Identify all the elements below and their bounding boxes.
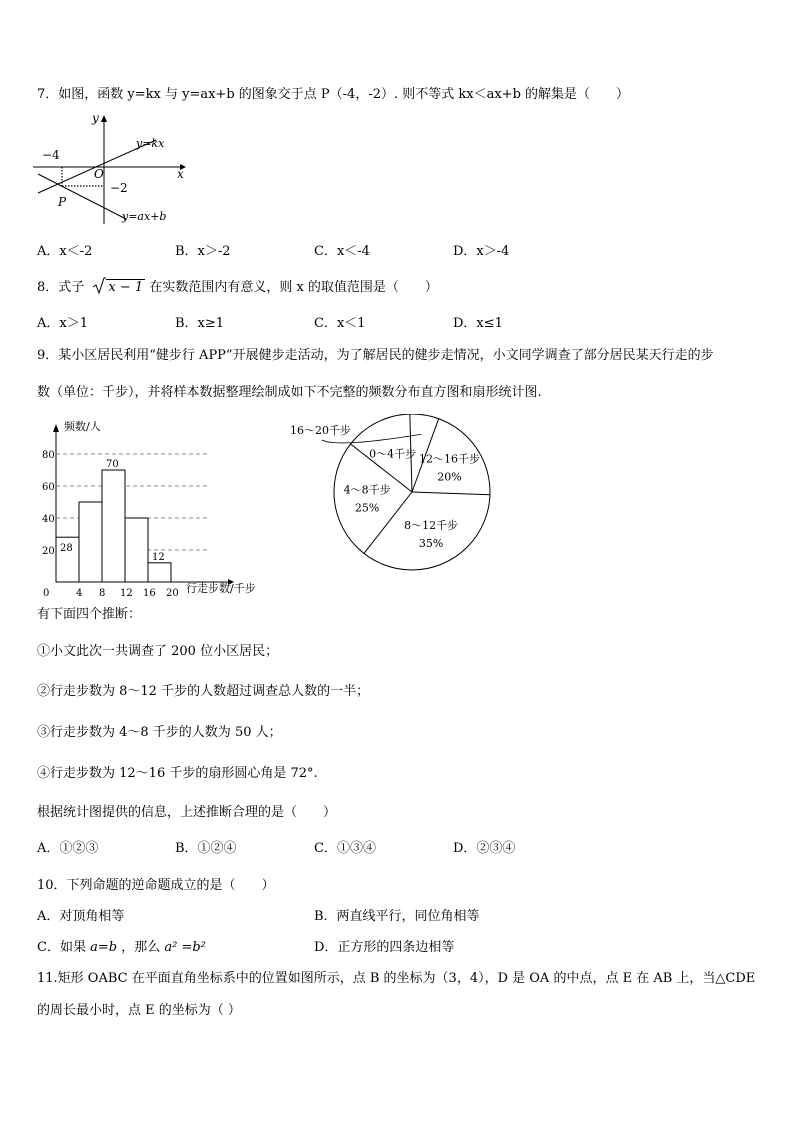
q7-line2-label: y=ax+b bbox=[122, 210, 167, 223]
histogram-y-tick: 40 bbox=[42, 514, 55, 525]
pie-slice-label: 4～8千步 bbox=[343, 483, 391, 497]
histogram-bar bbox=[79, 502, 102, 582]
q10-option-c-prefix: C．如果 bbox=[37, 940, 86, 955]
q7-point-label: P bbox=[58, 195, 67, 209]
histogram-x-tick: 4 bbox=[76, 588, 83, 599]
pie-slice-percent: 20% bbox=[437, 470, 462, 484]
q10-option-c-math1: a=b bbox=[90, 940, 118, 955]
histogram-y-arrow bbox=[53, 424, 59, 432]
pie-slice-label: 8～12千步 bbox=[404, 519, 459, 533]
q7-option-a: A．x＜-2 bbox=[37, 244, 93, 259]
q9-option-b: B．①②④ bbox=[175, 841, 237, 856]
pie-slice-label: 0～4千步 bbox=[369, 447, 417, 461]
q8-stem bbox=[37, 276, 438, 295]
histogram-y-tick: 80 bbox=[42, 450, 55, 461]
q9-statement-4: ④行走步数为 12～16 千步的扇形圆心角是 72°. bbox=[37, 766, 318, 781]
histogram-bar bbox=[102, 470, 125, 582]
q8-option-c: C．x＜1 bbox=[314, 316, 366, 331]
histogram-bar-label: 12 bbox=[152, 551, 165, 563]
q8-option-b: B．x≥1 bbox=[175, 316, 225, 331]
histogram-x-tick: 12 bbox=[120, 588, 133, 599]
q11-line2: 的周长最小时，点 E 的坐标为（ ） bbox=[37, 1003, 241, 1018]
pie-chart bbox=[282, 414, 502, 584]
q7-x-mark: −4 bbox=[42, 148, 60, 162]
q8-option-d: D．x≤1 bbox=[453, 316, 503, 331]
q8-radicand: x − 1 bbox=[108, 280, 144, 295]
q7-line1-label: y=kx bbox=[136, 137, 165, 150]
q9-option-d: D．②③④ bbox=[453, 841, 516, 856]
histogram-chart bbox=[28, 414, 268, 599]
q7-option-d: D．x＞-4 bbox=[453, 244, 510, 259]
histogram-x-tick: 16 bbox=[143, 588, 156, 599]
q7-x-label: x bbox=[177, 167, 184, 181]
histogram-x-tick: 0 bbox=[43, 588, 50, 599]
q10-stem: 10．下列命题的逆命题成立的是（ ） bbox=[37, 878, 275, 893]
q8-stem-before: 8．式子 bbox=[37, 280, 85, 295]
q10-option-b: B．两直线平行，同位角相等 bbox=[314, 909, 480, 924]
q9-stem-line2: 数（单位：千步），并将样本数据整理绘制成如下不完整的频数分布直方图和扇形统计图. bbox=[37, 385, 542, 400]
pie-slice-label: 16～20千步 bbox=[290, 424, 351, 437]
q8-sqrt-sign bbox=[92, 277, 106, 295]
histogram-bar-label: 28 bbox=[60, 543, 73, 555]
histogram-x-tick: 20 bbox=[166, 588, 179, 599]
histogram-x-label: 行走步数/千步 bbox=[186, 582, 256, 595]
q7-origin-label: O bbox=[94, 167, 104, 181]
histogram-y-label: 频数/人 bbox=[64, 420, 101, 433]
q10-option-c-mid: ，那么 bbox=[121, 940, 161, 955]
histogram-x-tick: 8 bbox=[99, 588, 106, 599]
q8-stem-after: 在实数范围内有意义，则 x 的取值范围是（ ） bbox=[149, 280, 438, 295]
q7-stem: 7．如图，函数 y=kx 与 y=ax+b 的图象交于点 P（-4，-2）. 则不等式 kx＜ax+b 的解集是（ ） bbox=[37, 87, 630, 102]
histogram-bar bbox=[125, 518, 148, 582]
histogram-y-tick: 20 bbox=[42, 546, 55, 557]
q7-option-c: C．x＜-4 bbox=[314, 244, 370, 259]
histogram-bar-label: 70 bbox=[106, 459, 119, 470]
q10-option-d: D．正方形的四条边相等 bbox=[314, 940, 455, 955]
q10-option-c-math2: a² =b² bbox=[164, 940, 206, 955]
pie-slice-percent: 35% bbox=[418, 537, 444, 551]
histogram-bar bbox=[148, 563, 171, 582]
q7-y-mark: −2 bbox=[110, 181, 128, 195]
q9-option-c: C．①③④ bbox=[314, 841, 376, 856]
q9-statement-1: ①小文此次一共调查了 200 位小区居民； bbox=[37, 644, 279, 659]
q10-option-c bbox=[37, 936, 206, 955]
q9-statement-2: ②行走步数为 8～12 千步的人数超过调查总人数的一半； bbox=[37, 684, 370, 699]
q7-option-b: B．x＞-2 bbox=[175, 244, 231, 259]
q9-question: 根据统计图提供的信息，上述推断合理的是（ ） bbox=[37, 805, 337, 820]
q7-y-label: y bbox=[92, 112, 99, 125]
q8-option-a: A．x＞1 bbox=[37, 316, 88, 331]
q9-statements-intro: 有下面四个推断： bbox=[37, 607, 142, 622]
q9-option-a: A．①②③ bbox=[37, 841, 99, 856]
pie-slice-label: 12～16千步 bbox=[419, 452, 481, 466]
q10-option-a: A．对顶角相等 bbox=[37, 909, 125, 924]
q9-stem-line1: 9．某小区居民利用“健步行 APP”开展健步走活动，为了解居民的健步走情况，小文同学调查了部分居民某天行走的步 bbox=[37, 348, 714, 363]
histogram-y-tick: 60 bbox=[42, 482, 55, 493]
q7-graph bbox=[30, 112, 200, 230]
q11-line1: 11.矩形 OABC 在平面直角坐标系中的位置如图所示，点 B 的坐标为（3，4），D 是 OA 的中点，点 E 在 AB 上，当△CDE bbox=[37, 971, 756, 986]
q9-statement-3: ③行走步数为 4～8 千步的人数为 50 人； bbox=[37, 725, 282, 740]
pie-slice-percent: 25% bbox=[354, 501, 380, 515]
